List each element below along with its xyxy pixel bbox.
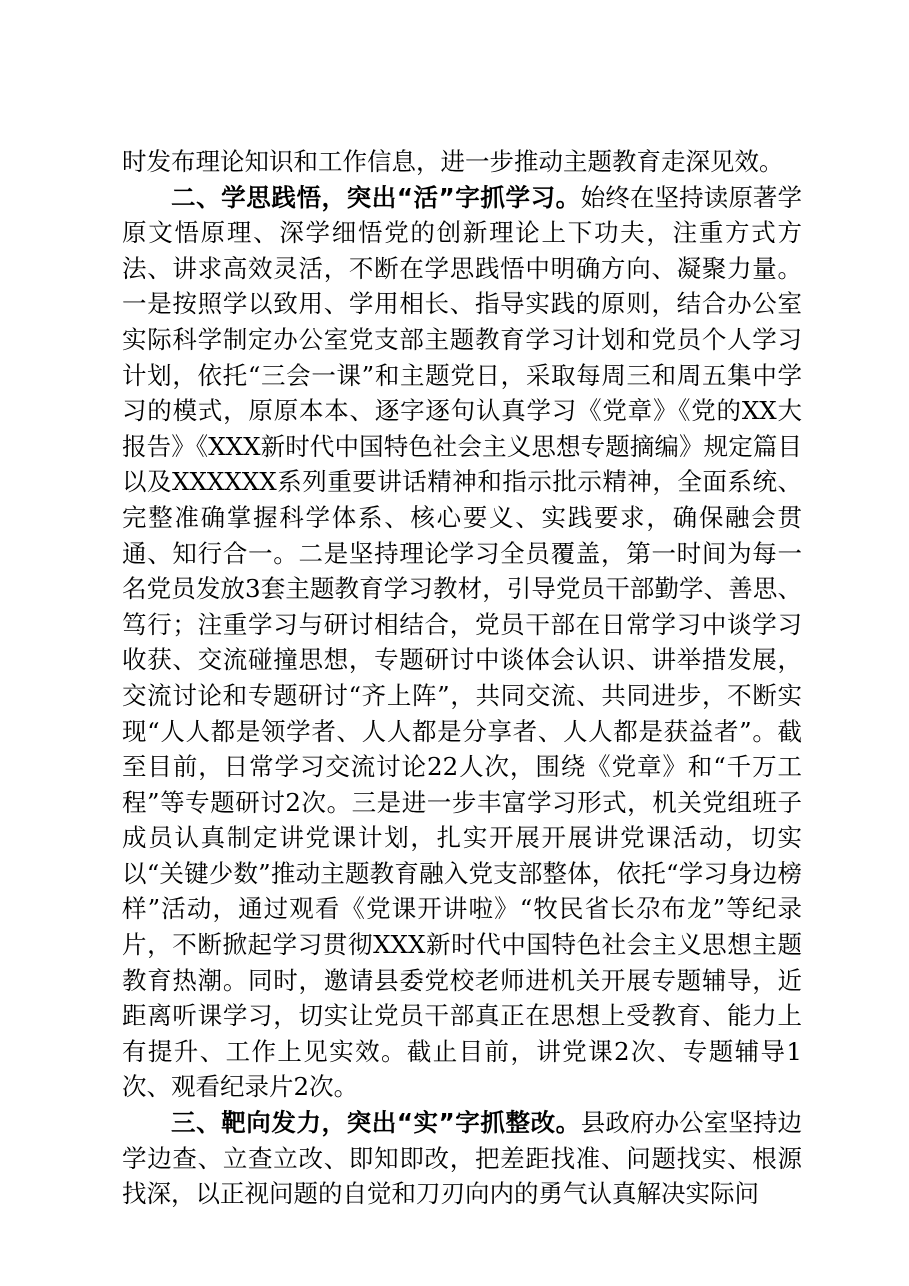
document-page: [122, 144, 802, 1212]
paragraph-section-2: [122, 180, 802, 1105]
section-heading-3: 三、靶向发力，突出“实”字抓整改。: [171, 1108, 581, 1138]
section-body-3: 县政府办公室坚持边学边查、立查立改、即知即改，把差距找准、问题找实、根源找深，以正视问题的自觉和刀刃向内的勇气认真解决实际问: [122, 1108, 802, 1209]
paragraph-text: 时发布理论知识和工作信息，进一步推动主题教育走深见效。: [122, 147, 784, 176]
section-heading-2: 二、学思践悟，突出“活”字抓学习。: [171, 182, 581, 212]
section-body-2: 始终在坚持读原著学原文悟原理、深学细悟党的创新理论上下功夫，注重方式方法、讲求高效灵活，不断在学思践悟中明确方向、凝聚力量。一是按照学以致用、学用相长、指导实践的原则，结合办公室实际科学制定办公室党支部主题教育学习计划和党员个人学习计划，依托“三会一课”和主题党日，采取每周三和周五集中学习的模式，原原本本、逐字逐句认真学习《党章》《党的XX大报告》《XXX新时代中国特色社会主义思想专题摘编》规定篇目以及XXXXXX系列重要讲话精神和指示批示精神，全面系统、完整准确掌握科学体系、核心要义、实践要求，确保融会贯通、知行合一。二是坚持理论学习全员覆盖，第一时间为每一名党员发放3套主题教育学习教材，引导党员干部勤学、善思、笃行；注重学习与研讨相结合，党员干部在日常学习中谈学习收获、交流碰撞思想，专题研讨中谈体会认识、讲举措发展，交流讨论和专题研讨“齐上阵”，共同交流、共同进步，不断实现“人人都是领学者、人人都是分享者、人人都是获益者”。截至目前，日常学习交流讨论22人次，围绕《党章》和“千万工程”等专题研讨2次。三是进一步丰富学习形式，机关党组班子成员认真制定讲党课计划，扎实开展开展讲党课活动，切实以“关键少数”推动主题教育融入党支部整体，依托“学习身边榜样”活动，通过观看《党课开讲啦》“牧民省长尕布龙”等纪录片，不断掀起学习贯彻XXX新时代中国特色社会主义思想主题教育热潮。同时，邀请县委党校老师进机关开展专题辅导，近距离听课学习，切实让党员干部真正在思想上受教育、能力上有提升、工作上见实效。截止目前，讲党课2次、专题辅导1次、观看纪录片2次。: [122, 182, 802, 1102]
paragraph-section-3: [122, 1105, 802, 1212]
paragraph-continuation: [122, 144, 802, 180]
